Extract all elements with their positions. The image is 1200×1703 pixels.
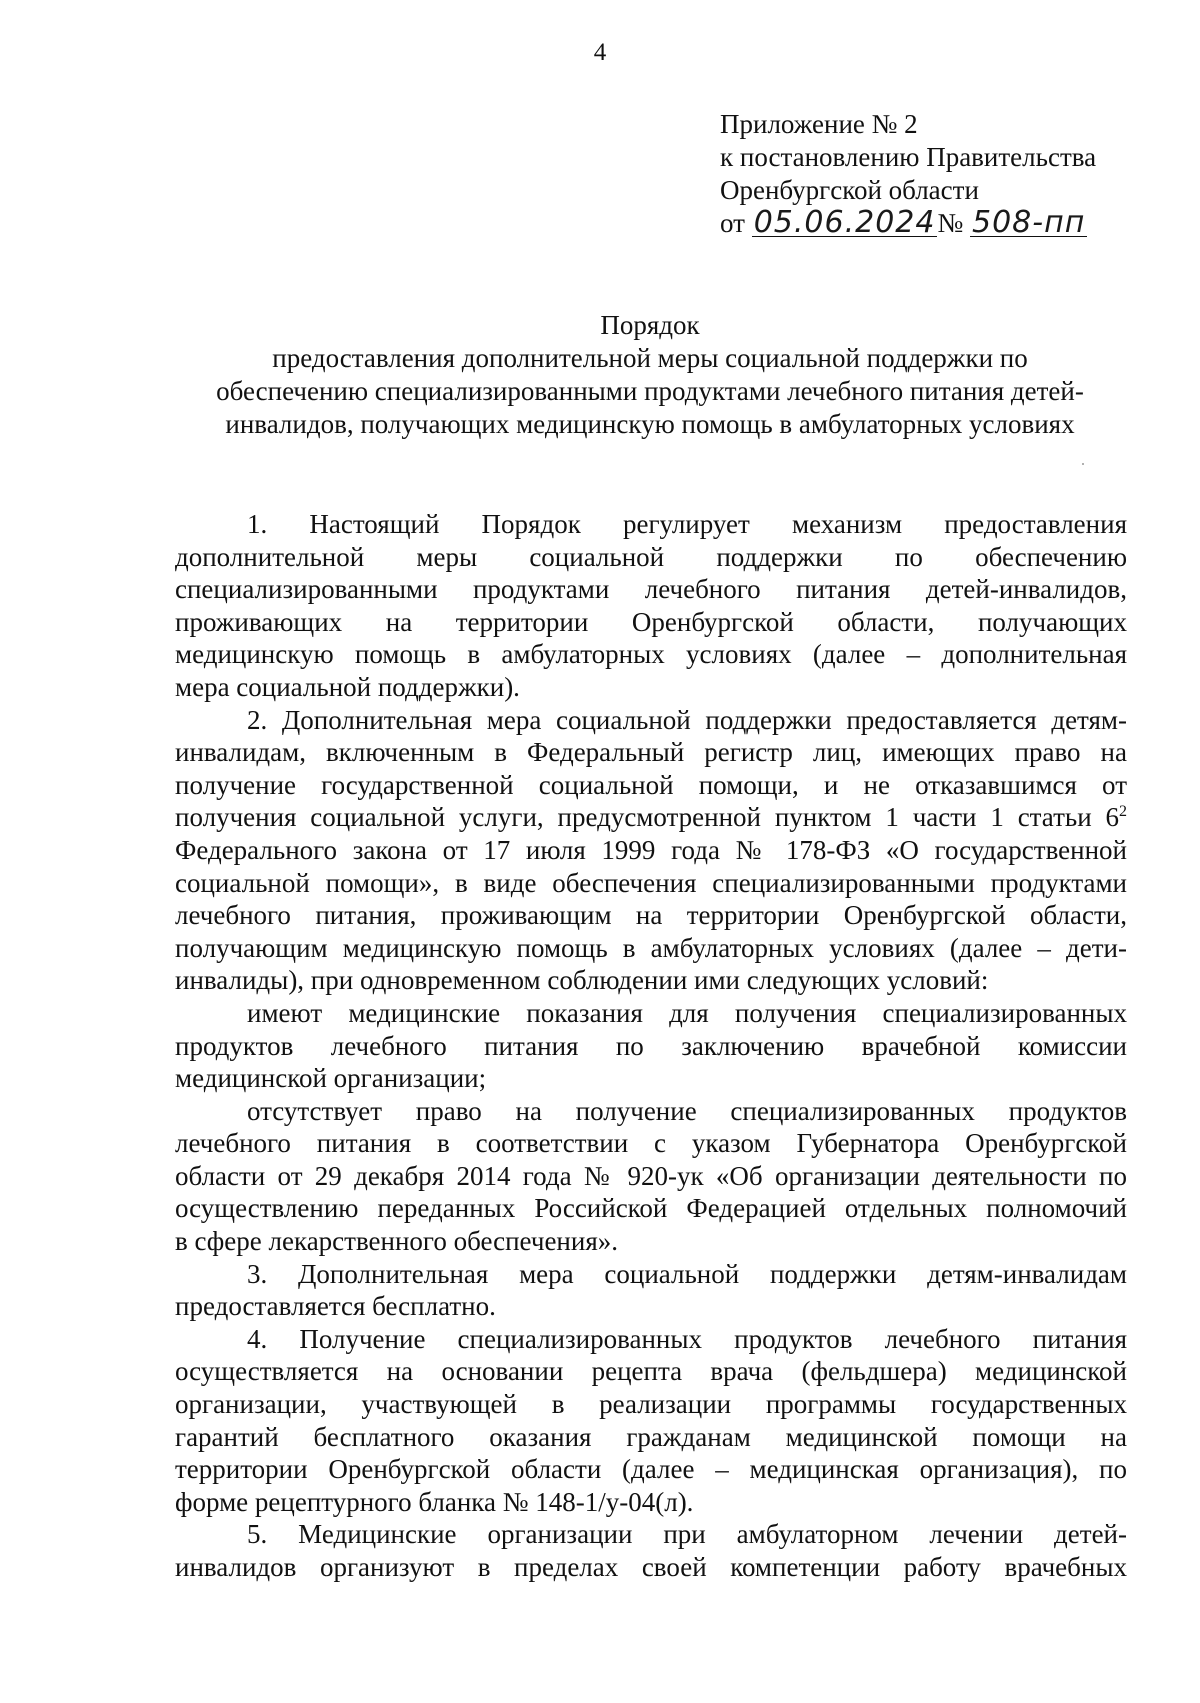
appendix-line-3: Оренбургской области <box>720 175 979 205</box>
body-line: медицинской организации; <box>175 1063 487 1094</box>
body-line: дополнительной меры социальной поддержки по обеспечению <box>175 541 1127 572</box>
body-line: осуществлению переданных Российской Федерацией отдельных полномочий <box>175 1193 1127 1224</box>
body-line: имеют медицинские показания для получения специализированных <box>247 997 1127 1028</box>
body-line: социальной помощи», в виде обеспечения специализированными продуктами <box>175 867 1127 898</box>
document-title <box>120 309 1180 441</box>
appendix-line-2: к постановлению Правительства <box>720 142 1097 172</box>
body-line: гарантий бесплатного оказания гражданам медицинской помощи на <box>175 1421 1127 1452</box>
body-line: лечебного питания, проживающим на территории Оренбургской области, <box>175 900 1127 931</box>
body-line: 1. Настоящий Порядок регулирует механизм предоставления <box>247 509 1127 539</box>
date-field <box>752 205 938 240</box>
body-line: специализированными продуктами лечебного питания детей-инвалидов, <box>175 574 1127 605</box>
document-body <box>175 508 1127 1584</box>
number-sign: № <box>937 208 964 238</box>
body-line: мера социальной поддержки). <box>175 671 520 702</box>
page-number: 4 <box>593 39 607 66</box>
body-line: инвалидов организуют в пределах своей компетенции работу врачебных <box>175 1552 1127 1582</box>
body-line: организации, участвующей в реализации программы государственных <box>175 1389 1127 1420</box>
body-line: проживающих на территории Оренбургской области, получающих <box>175 606 1127 637</box>
body-line: медицинскую помощь в амбулаторных условиях (далее – дополнительная <box>175 639 1127 670</box>
body-line: форме рецептурного бланка № 148-1/у-04(л). <box>175 1486 694 1517</box>
handwritten-date: 05.06.2024 <box>753 205 936 240</box>
appendix-line-1: Приложение № 2 <box>720 109 918 139</box>
body-line: инвалидам, включенным в Федеральный регистр лиц, имеющих право на <box>175 737 1127 768</box>
scan-speck <box>1082 463 1084 465</box>
title-line-2: обеспечению специализированными продуктами лечебного питания детей- <box>216 376 1084 406</box>
body-line: области от 29 декабря 2014 года № 920-ук «Об организации деятельности по <box>175 1160 1127 1191</box>
body-line: продуктов лечебного питания по заключению врачебной комиссии <box>175 1030 1127 1061</box>
body-line: инвалиды), при одновременном соблюдении ими следующих условий: <box>175 965 989 996</box>
date-prefix: от <box>720 208 745 238</box>
body-line: получение государственной социальной помощи, и не отказавшимся от <box>175 769 1127 800</box>
body-line-with-superscript <box>175 801 1127 834</box>
body-line: 2. Дополнительная мера социальной поддержки предоставляется детям- <box>247 704 1127 735</box>
title-heading: Порядок <box>600 310 700 340</box>
article-superscript: 2 <box>1119 803 1127 821</box>
number-field <box>970 205 1087 240</box>
handwritten-number: 508-пп <box>972 205 1086 240</box>
appendix-header <box>720 108 1160 240</box>
appendix-date-line <box>720 207 1160 240</box>
body-line: 4. Получение специализированных продуктов лечебного питания <box>247 1323 1127 1354</box>
body-line: Федерального закона от 17 июля 1999 года № 178-ФЗ «О государственной <box>175 834 1127 865</box>
body-line: 5. Медицинские организации при амбулаторном лечении детей- <box>247 1519 1127 1550</box>
body-line: территории Оренбургской области (далее – медицинская организация), по <box>175 1454 1127 1485</box>
body-line: 3. Дополнительная мера социальной поддержки детям-инвалидам <box>247 1258 1127 1289</box>
body-line: отсутствует право на получение специализированных продуктов <box>247 1095 1127 1126</box>
body-line: осуществляется на основании рецепта врача (фельдшера) медицинской <box>175 1356 1127 1387</box>
title-line-1: предоставления дополнительной меры социальной поддержки по <box>272 343 1028 373</box>
title-line-3: инвалидов, получающих медицинскую помощь в амбулаторных условиях <box>225 409 1075 439</box>
body-line: в сфере лекарственного обеспечения». <box>175 1226 618 1257</box>
body-line: предоставляется бесплатно. <box>175 1291 496 1322</box>
body-line-text: получения социальной услуги, предусмотренной пунктом 1 части 1 статьи 6 <box>175 802 1119 833</box>
body-line: получающим медицинскую помощь в амбулаторных условиях (далее – дети- <box>175 932 1127 963</box>
body-line: лечебного питания в соответствии с указом Губернатора Оренбургской <box>175 1128 1127 1159</box>
